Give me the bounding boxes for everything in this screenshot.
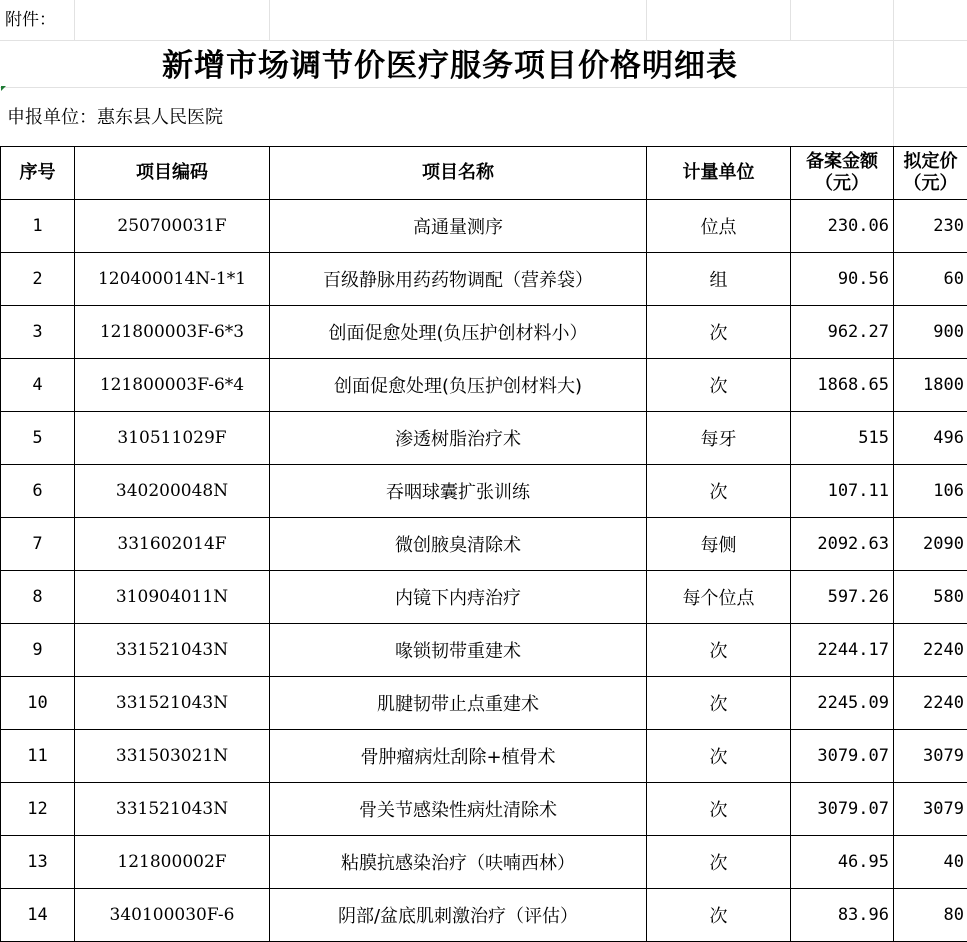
cell-proposed-price: 2090 <box>894 518 967 571</box>
cell-name: 骨肿瘤病灶刮除+植骨术 <box>270 730 647 783</box>
cell-code: 121800003F-6*4 <box>75 359 270 412</box>
cell-unit: 组 <box>647 253 791 306</box>
cell-unit: 次 <box>647 783 791 836</box>
cell-code: 340100030F-6 <box>75 889 270 942</box>
cell-code: 331503021N <box>75 730 270 783</box>
cell-code: 310511029F <box>75 412 270 465</box>
cell-name: 阴部/盆底肌刺激治疗（评估） <box>270 889 647 942</box>
cell-proposed-price: 2240 <box>894 624 967 677</box>
cell-seq: 14 <box>1 889 75 942</box>
cell-proposed-price: 230 <box>894 200 967 253</box>
cell-filed-amount: 2244.17 <box>791 624 894 677</box>
table-row <box>1 677 967 730</box>
table-row <box>1 465 967 518</box>
cell-code: 331521043N <box>75 677 270 730</box>
cell-seq: 2 <box>1 253 75 306</box>
cell-proposed-price: 3079 <box>894 730 967 783</box>
cell-name: 微创腋臭清除术 <box>270 518 647 571</box>
cell-name: 肌腱韧带止点重建术 <box>270 677 647 730</box>
cell-filed-amount: 597.26 <box>791 571 894 624</box>
cell-code: 121800003F-6*3 <box>75 306 270 359</box>
cell-seq: 3 <box>1 306 75 359</box>
cell-filed-amount: 90.56 <box>791 253 894 306</box>
header-proposed-price-line1: 拟定价 <box>903 151 958 172</box>
gridline <box>893 0 894 40</box>
table-row <box>1 359 967 412</box>
table-row <box>1 783 967 836</box>
cell-code: 340200048N <box>75 465 270 518</box>
cell-comment-marker <box>1 86 6 91</box>
cell-proposed-price: 2240 <box>894 677 967 730</box>
header-filed-amount <box>791 147 894 200</box>
cell-filed-amount: 2092.63 <box>791 518 894 571</box>
table-row <box>1 412 967 465</box>
header-filed-amount-line1: 备案金额 <box>806 151 878 172</box>
cell-unit: 次 <box>647 465 791 518</box>
cell-unit: 次 <box>647 624 791 677</box>
cell-name: 粘膜抗感染治疗（呋喃西林） <box>270 836 647 889</box>
cell-filed-amount: 3079.07 <box>791 783 894 836</box>
cell-unit: 次 <box>647 836 791 889</box>
cell-name: 渗透树脂治疗术 <box>270 412 647 465</box>
price-detail-table <box>0 146 967 942</box>
cell-filed-amount: 230.06 <box>791 200 894 253</box>
cell-filed-amount: 83.96 <box>791 889 894 942</box>
cell-seq: 6 <box>1 465 75 518</box>
cell-name: 创面促愈处理(负压护创材料小） <box>270 306 647 359</box>
cell-seq: 10 <box>1 677 75 730</box>
cell-proposed-price: 106 <box>894 465 967 518</box>
gridline <box>790 0 791 40</box>
header-proposed-price-line2: （元） <box>903 173 958 194</box>
reporting-unit: 申报单位：惠东县人民医院 <box>7 107 223 128</box>
cell-proposed-price: 80 <box>894 889 967 942</box>
table-row <box>1 836 967 889</box>
cell-unit: 次 <box>647 677 791 730</box>
cell-filed-amount: 2245.09 <box>791 677 894 730</box>
cell-seq: 4 <box>1 359 75 412</box>
table-row <box>1 518 967 571</box>
gridline <box>74 0 75 40</box>
gridline <box>269 0 270 40</box>
table-row <box>1 200 967 253</box>
cell-proposed-price: 40 <box>894 836 967 889</box>
cell-name: 百级静脉用药药物调配（营养袋） <box>270 253 647 306</box>
cell-unit: 次 <box>647 889 791 942</box>
cell-unit: 每牙 <box>647 412 791 465</box>
cell-filed-amount: 962.27 <box>791 306 894 359</box>
cell-unit: 每侧 <box>647 518 791 571</box>
cell-code: 250700031F <box>75 200 270 253</box>
table-row <box>1 889 967 942</box>
cell-unit: 次 <box>647 730 791 783</box>
cell-proposed-price: 3079 <box>894 783 967 836</box>
table-row <box>1 624 967 677</box>
cell-seq: 11 <box>1 730 75 783</box>
cell-proposed-price: 580 <box>894 571 967 624</box>
cell-code: 331521043N <box>75 624 270 677</box>
table-row <box>1 306 967 359</box>
cell-name: 骨关节感染性病灶清除术 <box>270 783 647 836</box>
cell-name: 创面促愈处理(负压护创材料大) <box>270 359 647 412</box>
header-code: 项目编码 <box>75 147 270 200</box>
cell-filed-amount: 46.95 <box>791 836 894 889</box>
cell-filed-amount: 3079.07 <box>791 730 894 783</box>
table-row <box>1 253 967 306</box>
cell-seq: 9 <box>1 624 75 677</box>
cell-unit: 每个位点 <box>647 571 791 624</box>
header-seq: 序号 <box>1 147 75 200</box>
cell-name: 喙锁韧带重建术 <box>270 624 647 677</box>
table-row <box>1 571 967 624</box>
cell-code: 331521043N <box>75 783 270 836</box>
header-name: 项目名称 <box>270 147 647 200</box>
table-header-row <box>1 147 967 200</box>
cell-name: 内镜下内痔治疗 <box>270 571 647 624</box>
cell-seq: 12 <box>1 783 75 836</box>
page-title: 新增市场调节价医疗服务项目价格明细表 <box>162 48 738 84</box>
cell-unit: 位点 <box>647 200 791 253</box>
cell-unit: 次 <box>647 306 791 359</box>
cell-proposed-price: 60 <box>894 253 967 306</box>
table-body <box>1 200 967 942</box>
cell-proposed-price: 496 <box>894 412 967 465</box>
cell-seq: 13 <box>1 836 75 889</box>
attachment-label: 附件： <box>5 10 56 30</box>
cell-code: 120400014N-1*1 <box>75 253 270 306</box>
cell-proposed-price: 900 <box>894 306 967 359</box>
header-unit: 计量单位 <box>647 147 791 200</box>
header-filed-amount-line2: （元） <box>815 173 869 194</box>
cell-unit: 次 <box>647 359 791 412</box>
table-row <box>1 730 967 783</box>
cell-proposed-price: 1800 <box>894 359 967 412</box>
cell-name: 吞咽球囊扩张训练 <box>270 465 647 518</box>
cell-seq: 1 <box>1 200 75 253</box>
gridline <box>0 40 967 41</box>
gridline <box>646 0 647 40</box>
cell-seq: 8 <box>1 571 75 624</box>
cell-code: 121800002F <box>75 836 270 889</box>
cell-code: 310904011N <box>75 571 270 624</box>
cell-name: 高通量测序 <box>270 200 647 253</box>
cell-seq: 7 <box>1 518 75 571</box>
cell-seq: 5 <box>1 412 75 465</box>
cell-code: 331602014F <box>75 518 270 571</box>
cell-filed-amount: 1868.65 <box>791 359 894 412</box>
cell-filed-amount: 107.11 <box>791 465 894 518</box>
cell-filed-amount: 515 <box>791 412 894 465</box>
header-proposed-price <box>894 147 967 200</box>
